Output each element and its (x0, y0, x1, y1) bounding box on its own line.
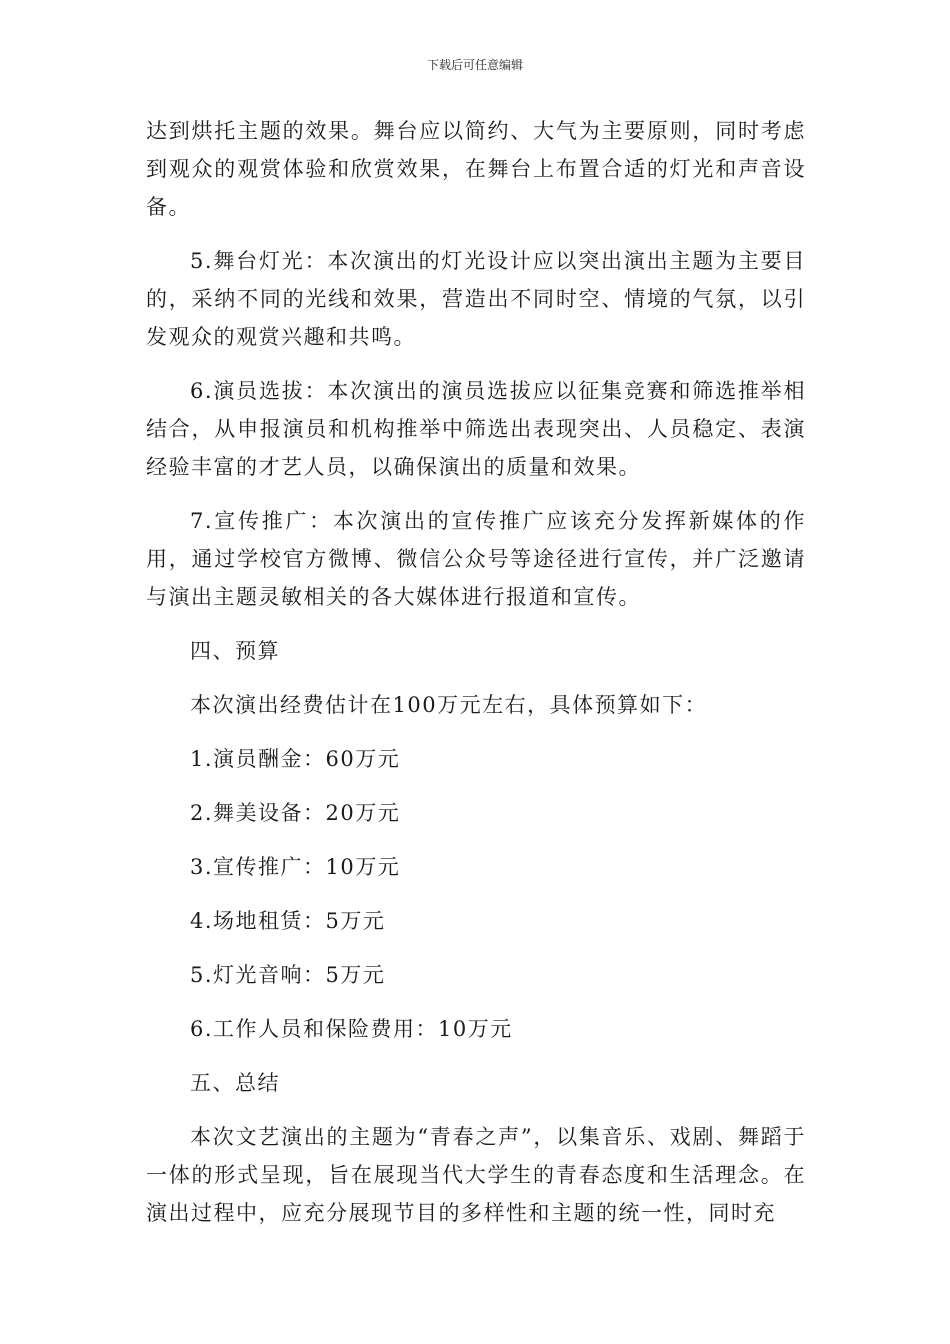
budget-item: 4.场地租赁：5万元 (190, 909, 386, 933)
document-body (146, 112, 806, 1248)
budget-item: 6.工作人员和保险费用：10万元 (190, 1017, 513, 1041)
budget-item: 5.灯光音响：5万元 (190, 963, 386, 987)
paragraph-budget-intro: 本次演出经费估计在100万元左右，具体预算如下： (190, 693, 708, 717)
paragraph-promotion: 7.宣传推广：本次演出的宣传推广应该充分发挥新媒体的作用，通过学校官方微博、微信公众号等途径进行宣传，并广泛邀请与演出主题灵敏相关的各大媒体进行报道和宣传。 (146, 509, 806, 609)
budget-item: 1.演员酬金：60万元 (190, 747, 401, 771)
page-header: 下载后可任意编辑 (426, 58, 523, 72)
paragraph-stage-design-cont: 达到烘托主题的效果。舞台应以简约、大气为主要原则，同时考虑到观众的观赏体验和欣赏效果，在舞台上布置合适的灯光和声音设备。 (146, 119, 806, 219)
budget-item: 3.宣传推广：10万元 (190, 855, 401, 879)
section-heading-budget: 四、预算 (190, 639, 280, 663)
paragraph-summary: 本次文艺演出的主题为“青春之声”，以集音乐、戏剧、舞蹈于一体的形式呈现，旨在展现当代大学生的青春态度和生活理念。在演出过程中，应充分展现节目的多样性和主题的统一性，同时充 (146, 1125, 806, 1225)
paragraph-stage-lighting: 5.舞台灯光：本次演出的灯光设计应以突出演出主题为主要目的，采纳不同的光线和效果，营造出不同时空、情境的气氛，以引发观众的观赏兴趣和共鸣。 (146, 249, 806, 349)
section-heading-summary: 五、总结 (190, 1071, 280, 1095)
paragraph-actor-selection: 6.演员选拔：本次演出的演员选拔应以征集竞赛和筛选推举相结合，从申报演员和机构推举中筛选出表现突出、人员稳定、表演经验丰富的才艺人员，以确保演出的质量和效果。 (146, 379, 806, 479)
budget-item: 2.舞美设备：20万元 (190, 801, 401, 825)
